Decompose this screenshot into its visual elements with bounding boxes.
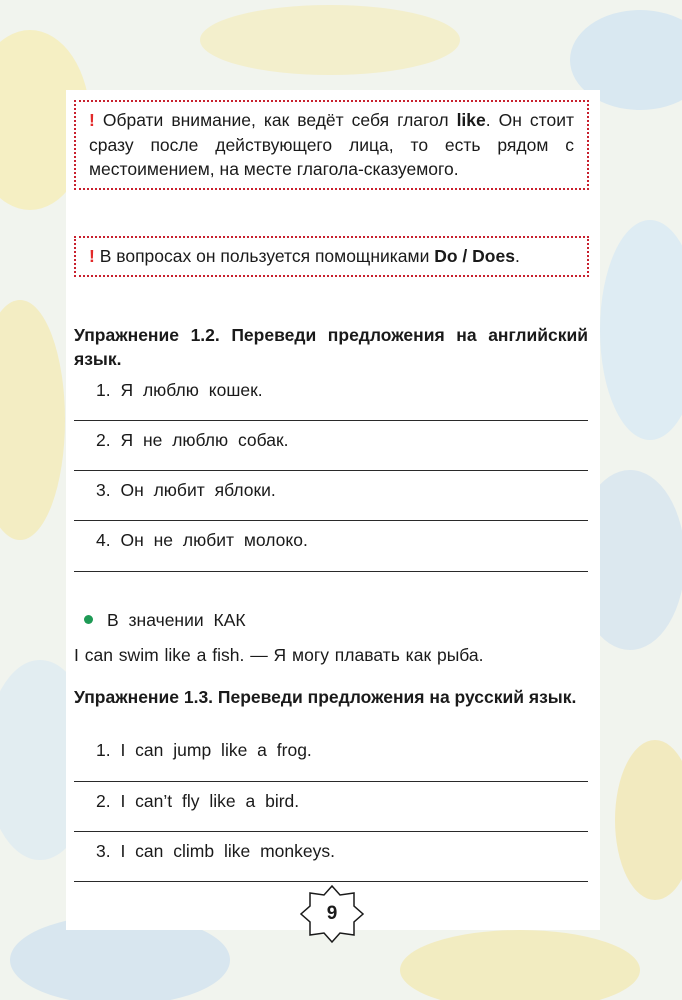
exclamation-icon: !	[89, 246, 95, 266]
answer-line[interactable]	[74, 881, 588, 882]
answer-line[interactable]	[74, 520, 588, 521]
page-number: 9	[326, 903, 338, 924]
exercise-item: 2. Я не люблю собак.	[96, 430, 289, 450]
note-text-end: . Он стоит сразу после действующего лица, то есть рядом с местоимением, на месте глагола-сказуемого.	[89, 110, 574, 179]
page-number-badge	[300, 884, 364, 944]
note-text: Обрати внимание, как ведёт себя глагол	[102, 110, 457, 130]
answer-line[interactable]	[74, 470, 588, 471]
exercise-item: 4. Он не любит молоко.	[96, 530, 308, 550]
exercise-item: 2. I can’t fly like a bird.	[96, 791, 300, 811]
answer-line[interactable]	[74, 571, 588, 572]
note-text-end: .	[514, 246, 520, 266]
answer-line[interactable]	[74, 831, 588, 832]
note-questions-helpers	[74, 236, 589, 277]
answer-line[interactable]	[74, 420, 588, 421]
exercise-item: 3. Он любит яблоки.	[96, 480, 276, 500]
exercise-item: 3. I can climb like monkeys.	[96, 841, 335, 861]
bullet-icon	[84, 615, 93, 624]
exercise-item: 1. I can jump like a frog.	[96, 740, 312, 760]
note-like-position	[74, 100, 589, 190]
meaning-bullet	[84, 609, 246, 631]
note-keyword: Do / Does	[434, 246, 515, 266]
meaning-label: В значении КАК	[107, 610, 246, 630]
answer-line[interactable]	[74, 781, 588, 782]
note-keyword: like	[456, 110, 486, 130]
meaning-example: I can swim like a fish. — Я могу плавать как рыба.	[74, 645, 484, 665]
exclamation-icon: !	[89, 110, 95, 130]
note-text: В вопросах он пользуется помощниками	[99, 246, 435, 266]
exercise-1-3-title: Упражнение 1.3. Переведи предложения на русский язык.	[74, 687, 577, 707]
exercise-item: 1. Я люблю кошек.	[96, 380, 263, 400]
exercise-1-2-title: Упражнение 1.2. Переведи предложения на английский язык.	[74, 325, 588, 369]
